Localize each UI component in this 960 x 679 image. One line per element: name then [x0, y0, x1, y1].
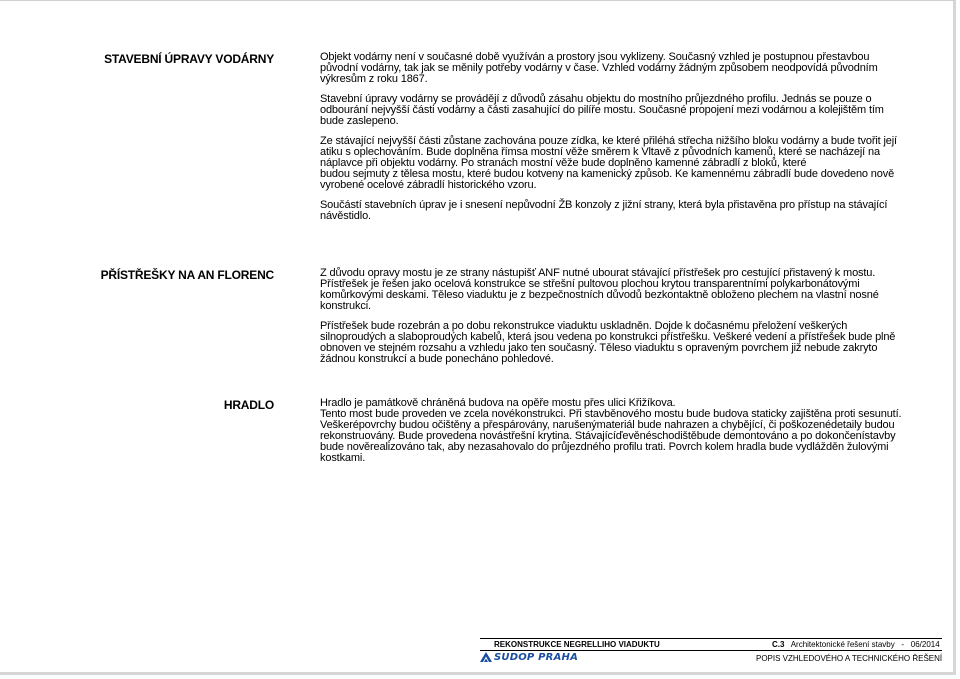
section-body [320, 398, 910, 473]
paragraph: Stavební úpravy vodárny se provádějí z důvodů zásahu objektu do mostního průjezdného profilu. Jednás se pouze o odbourání nejvyšší části vodárny a části zasahující do pilíře mostu. Současné propojení mezi vodárnou a kolejištěm tím bude zaslepeno. [320, 93, 884, 127]
paragraph: Objekt vodárny není v současné době využíván a prostory jsou vyklizeny. Současný vzhled je postupnou přestavbou původní vodárny, tak jak se měnily potřeby vodárny v čase. Vzhled vodárny žádným způsobem neodpovídá původním výkresům z roku 1867. [320, 51, 878, 85]
paragraph: Hradlo je památkově chráněná budova na opěře mostu přes ulici Křižíkova. Tento most bude proveden ve zcela novékonstrukci. Při stavběnového mostu bude budova staticky zajištěna proti sesunutí. Veškerépovrchy budou očištěny a přespárovány, narušenýmateriál bude nahrazen a chybějící, či poškozenédetaily budou rekonstruovány. Bude provedena novástřešní krytina. Stávajícíďevěnéschodištěbude demontováno a po dokončenístavby bude nověrealizováno tak, aby nezasahovalo do průjezdného profilu trati. Povrch kolem hradla bude vydlážděn žulovými kostkami. [320, 397, 902, 464]
section-heading: HRADLO [223, 398, 274, 412]
paragraph: Ze stávající nejvyšší části zůstane zachována pouze zídka, ke které přiléhá střecha nižšího bloku vodárny a bude tvořit její atiku s oplechováním. Bude doplněna římsa mostní věže směrem k Vltavě z původních kamenů, které se nacházejí na náplavce při objektu vodárny. Po stranách mostní věže bude doplněno kamenné zábradlí z bloků, které budou sejmuty z tělesa mostu, které budou kotveny na kamenický způsob. Ke kamennému zábradlí bude dovedeno nově vyrobené ocelové zábradlí historického vzoru. [320, 135, 897, 191]
footer-date: 06/2014 [910, 640, 940, 649]
section-heading: PŘÍSTŘEŠKY NA AN FLORENC [100, 268, 274, 282]
footer-project-name: REKONSTRUKCE NEGRELLIHO VIADUKTU [494, 640, 660, 649]
sudop-logo-icon [480, 652, 492, 663]
section-body [320, 52, 910, 231]
footer-doc-code: C.3 [772, 640, 785, 649]
section-body [320, 268, 910, 374]
footer-document-info [772, 640, 940, 649]
section-heading: STAVEBNÍ ÚPRAVY VODÁRNY [104, 52, 274, 66]
footer-doc-title: Architektonické řešení stavby [790, 640, 895, 649]
paragraph: Součástí stavebních úprav je i snesení nepůvodní ŽB konzoly z jižní strany, která byla přistavěna pro přístup na stávající návěstidlo. [320, 199, 888, 222]
footer-subtitle: POPIS VZHLEDOVÉHO A TECHNICKÉHO ŘEŠENÍ [756, 654, 943, 663]
logo-text: SUDOP PRAHA [494, 652, 579, 663]
footer-separator: - [901, 640, 905, 649]
footer-divider [480, 638, 942, 639]
paragraph: Z důvodu opravy mostu je ze strany nástupišť ANF nutné ubourat stávající přístřešek pro cestující přistavený k mostu. Přístřešek je řešen jako ocelová konstrukce se střešní pultovou plochou krytou transparentními polykarbonátovými komůrkovými deskami. Těleso viaduktu je z bezpečnostních důvodů bezkontaktně obloženo plechem na vlastní nosné konstrukci. [320, 267, 879, 312]
paragraph: Přístřešek bude rozebrán a po dobu rekonstrukce viaduktu uskladněn. Dojde k dočasnému přeložení veškerých silnoproudých a slaboproudých kabelů, která jsou vedena po konstrukci přístřešku. Veškeré vedení a přístřešek bude plně obnoven ve stejném rozsahu a vzhledu jako ten současný. Těleso viaduktu s opraveným povrchem již nebude zakryto žádnou konstrukcí a bude ponecháno pohledové. [320, 320, 896, 365]
sudop-logo [480, 651, 578, 664]
